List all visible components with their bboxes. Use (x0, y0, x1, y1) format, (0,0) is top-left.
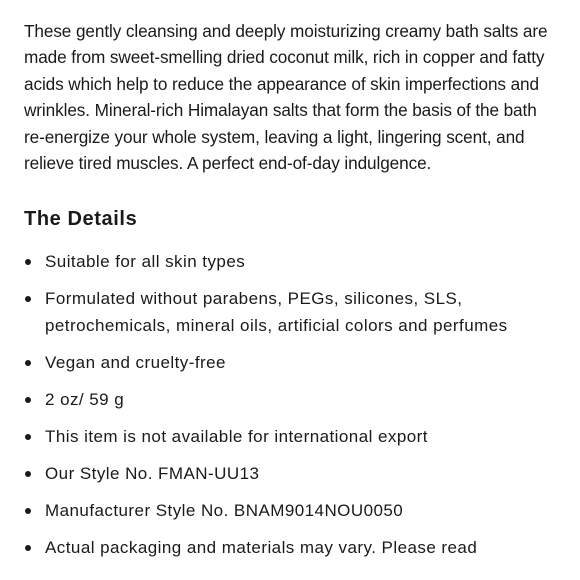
details-list (24, 248, 560, 561)
details-item-vegan (24, 349, 560, 376)
bullet-icon (25, 259, 31, 265)
details-heading: The Details (24, 208, 138, 231)
details-item-packaging-note (24, 534, 560, 561)
bullet-icon (25, 397, 31, 403)
details-item-text: 2 oz/ 59 g (45, 390, 125, 410)
details-item-formulation (24, 285, 560, 339)
details-item-text: Suitable for all skin types (45, 252, 246, 272)
bullet-icon (25, 545, 31, 551)
details-item-text: Our Style No. FMAN-UU13 (45, 464, 260, 484)
details-item-export (24, 423, 560, 450)
details-item-text: This item is not available for international export (45, 427, 428, 447)
details-item-text: Vegan and cruelty-free (45, 353, 226, 373)
details-item-text: Formulated without parabens, PEGs, silicones, SLS, petrochemicals, mineral oils, artificial colors and perfumes (45, 289, 508, 336)
bullet-icon (25, 434, 31, 440)
details-item-style-number (24, 460, 560, 487)
details-item-skin-types (24, 248, 560, 275)
product-details-content (24, 18, 560, 571)
bullet-icon (25, 296, 31, 302)
bullet-icon (25, 360, 31, 366)
bullet-icon (25, 471, 31, 477)
details-item-manufacturer-style (24, 497, 560, 524)
product-description: These gently cleansing and deeply moisturizing creamy bath salts are made from sweet-smelling dried coconut milk, rich in copper and fatty acids which help to reduce the appearance of skin imperfections and wrinkles. Mineral-rich Himalayan salts that form the basis of the bath re-energize your whole system, leaving a light, lingering scent, and relieve tired muscles. A perfect end-of-day indulgence. (24, 21, 548, 174)
details-item-text: Manufacturer Style No. BNAM9014NOU0050 (45, 501, 404, 521)
details-item-size (24, 386, 560, 413)
bullet-icon (25, 508, 31, 514)
details-item-text: Actual packaging and materials may vary. Please read (45, 538, 478, 558)
